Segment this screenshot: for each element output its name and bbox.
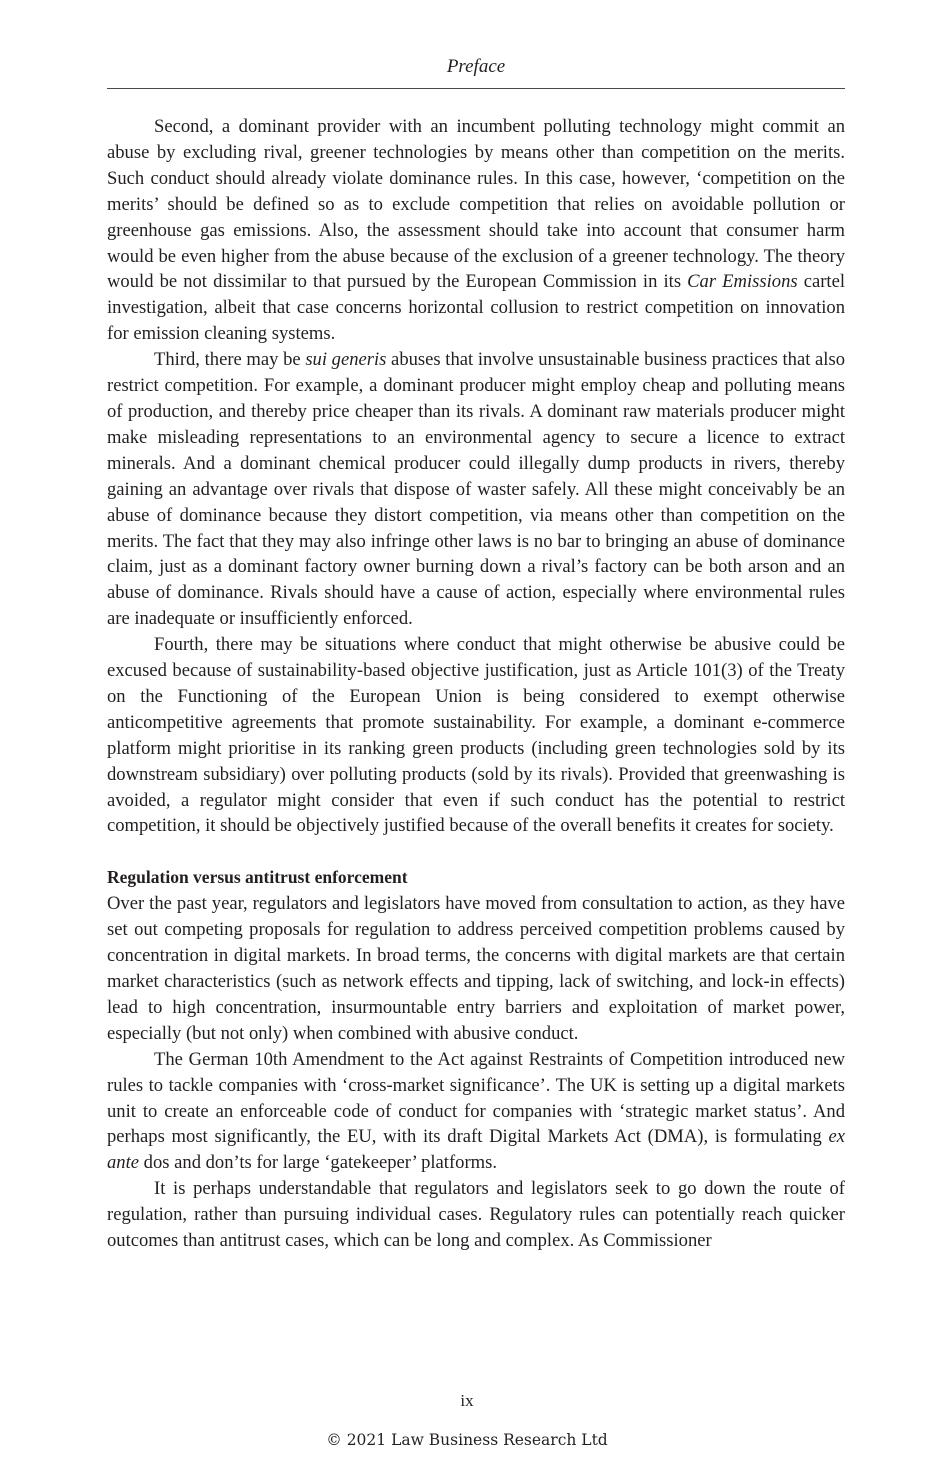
- paragraph-text: Third, there may be: [154, 349, 306, 371]
- paragraph-second-abuse: [107, 114, 845, 347]
- paragraph-regulatory-proposals: [107, 1047, 845, 1177]
- page-number: ix: [460, 1391, 474, 1410]
- copyright-notice: © 2021 Law Business Research Ltd: [326, 1431, 608, 1449]
- running-head-title: Preface: [446, 56, 506, 77]
- paragraph-text: Over the past year, regulators and legislators have moved from consultation to action, as they have set out competing proposals for regulation to address perceived competition problems caused by concentration in digital markets. In broad terms, the concerns with digital markets are that certain market characteristics (such as network effects and tipping, lack of switching, and lock-in effects) lead to high concentration, insurmountable entry barriers and exploitation of market power, especially (but not only) when combined with abusive conduct.: [107, 893, 845, 1044]
- paragraph-text: abuses that involve unsustainable business practices that also restrict competition. For example, a dominant producer might employ cheap and polluting means of production, and thereby price cheaper than its rivals. A dominant raw materials producer might make misleading representations to an environmental agency to secure a licence to extract minerals. And a dominant chemical producer could illegally dump products in rivers, thereby gaining an advantage over rivals that dispose of waster safely. All these might conceivably be an abuse of dominance because they distort competition, via means other than competition on the merits. The fact that they may also infringe other laws is no bar to bringing an abuse of dominance claim, just as a dominant factory owner burning down a rival’s factory can be both arson and an abuse of dominance. Rivals should have a cause of action, especially where environmental rules are inadequate or insufficiently enforced.: [107, 349, 845, 630]
- italic-term: ex ante: [107, 1126, 845, 1174]
- paragraph-text: cartel investigation, albeit that case concerns horizontal collusion to restrict competition on innovation for emission cleaning systems.: [107, 271, 845, 345]
- paragraph-fourth-justification: [107, 632, 845, 839]
- page-body: [107, 114, 845, 1254]
- paragraph-regulation-intro: [107, 891, 845, 1046]
- header-rule: [107, 88, 845, 89]
- paragraph-regulation-rationale: [107, 1176, 845, 1254]
- italic-term: sui generis: [305, 349, 387, 371]
- paragraph-text: Second, a dominant provider with an incumbent polluting technology might commit an abuse by excluding rival, greener technologies by means other than competition on the merits. Such conduct should already violate dominance rules. In this case, however, ‘competition on the merits’ should be defined so as to exclude competition that relies on avoidable pollution or greenhouse gas emissions. Also, the assessment should take into account that consumer harm would be even higher from the abuse because of the exclusion of a greener technology. The theory would be not dissimilar to that pursued by the European Commission in its: [107, 116, 845, 293]
- paragraph-third-abuse: [107, 347, 845, 632]
- section-heading: Regulation versus antitrust enforcement: [107, 867, 408, 888]
- paragraph-text: Fourth, there may be situations where conduct that might otherwise be abusive could be excused because of sustainability-based objective justification, just as Article 101(3) of the Treaty on the Functioning of the European Union is being considered to exempt otherwise anticompetitive agreements that promote sustainability. For example, a dominant e-commerce platform might prioritise in its ranking green products (including green technologies sold by its downstream subsidiary) over polluting products (sold by its rivals). Provided that greenwashing is avoided, a regulator might consider that even if such conduct has the potential to restrict competition, it should be objectively justified because of the overall benefits it creates for society.: [107, 634, 845, 837]
- paragraph-text: dos and don’ts for large ‘gatekeeper’ platforms.: [139, 1152, 497, 1174]
- paragraph-text: It is perhaps understandable that regulators and legislators seek to go down the route of regulation, rather than pursuing individual cases. Regulatory rules can potentially reach quicker outcomes than antitrust cases, which can be long and complex. As Commissioner: [107, 1178, 845, 1252]
- italic-case-name: Car Emissions: [687, 271, 798, 293]
- paragraph-text: The German 10th Amendment to the Act against Restraints of Competition introduced new rules to tackle companies with ‘cross-market significance’. The UK is setting up a digital markets unit to create an enforceable code of conduct for companies with ‘strategic market status’. And perhaps most significantly, the EU, with its draft Digital Markets Act (DMA), is formulating: [107, 1048, 845, 1148]
